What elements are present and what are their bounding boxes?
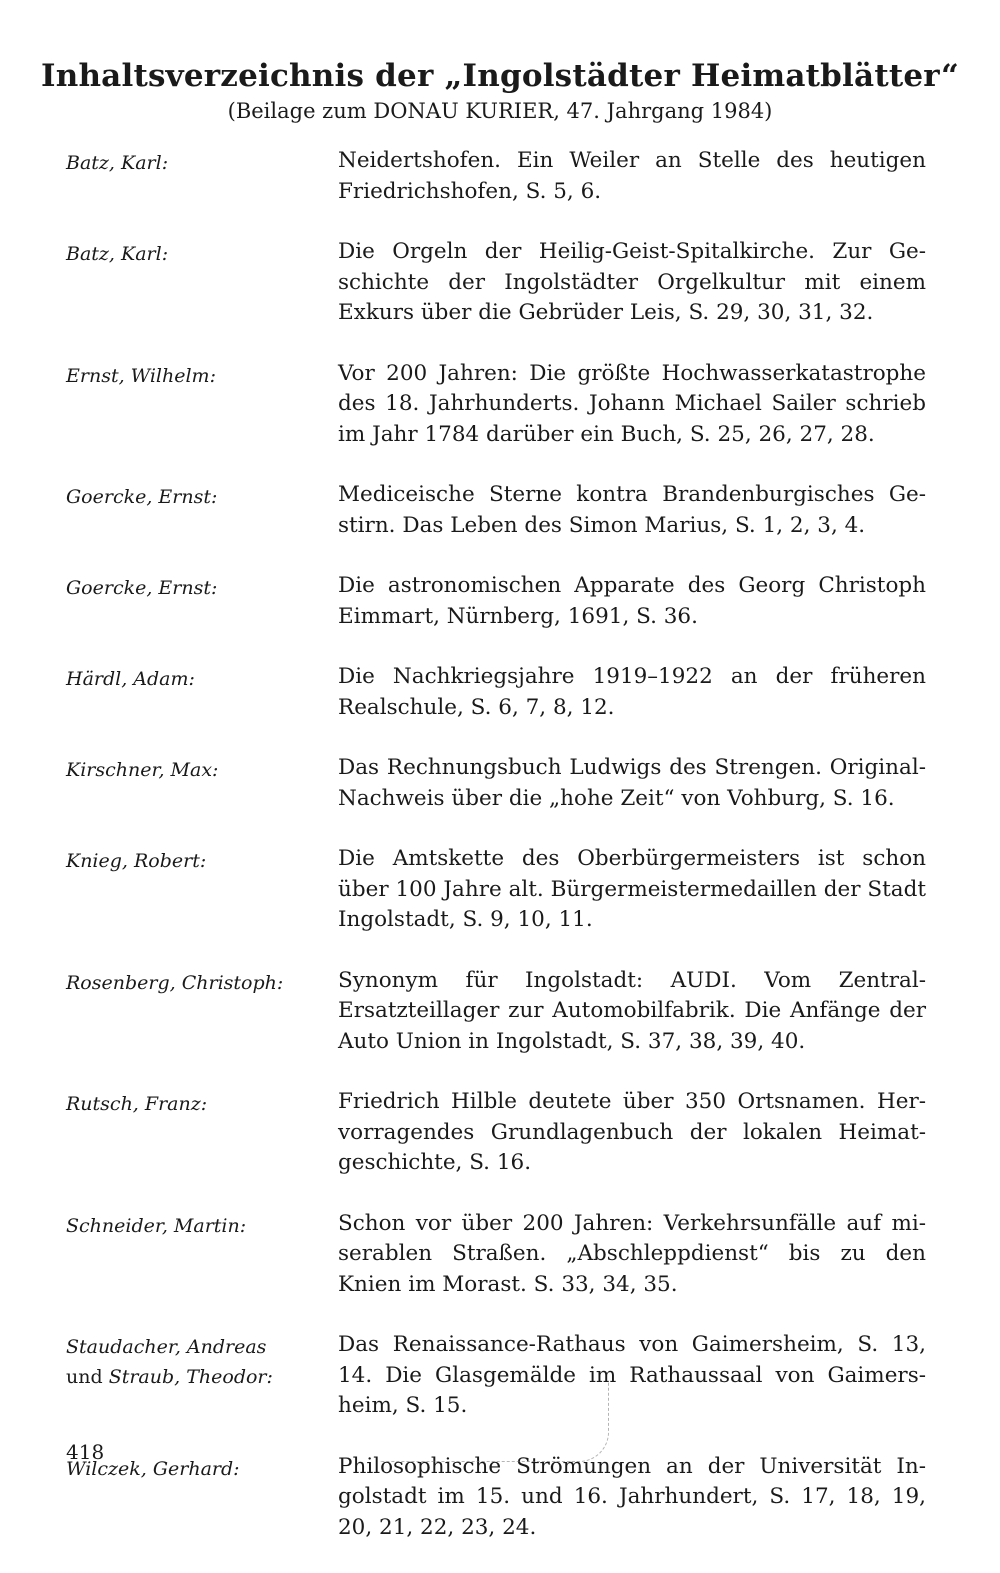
entry-text: Vor 200 Jahren: Die größte Hochwasserkatastrophe des 18. Jahrhunderts. Johann Michael Sailer schrieb im Jahr 1784 darüber ein Buch, S. 25, 26, 27, 28. — [338, 360, 926, 447]
entry-text: Das Rechnungsbuch Ludwigs des Strengen. Original-Nachweis über die „hohe Zeit“ von Vohburg, S. 16. — [338, 755, 926, 811]
page-subtitle: (Beilage zum DONAU KURIER, 47. Jahrgang 1984) — [227, 99, 773, 123]
list-item — [66, 480, 926, 541]
entry-text: Philosophische Strömungen an der Universität Ingolstadt im 15. und 16. Jahrhundert, S. 17, 18, 19, 20, 21, 22, 23, 24. — [338, 1453, 926, 1540]
entry-author: Härdl, Adam: — [66, 668, 195, 690]
entry-author: Batz, Karl: — [66, 243, 169, 265]
list-item — [66, 753, 926, 814]
entry-author: Rutsch, Franz: — [66, 1093, 208, 1115]
list-item — [66, 1209, 926, 1301]
entry-text: Das Renaissance-Rathaus von Gaimersheim, S. 13, 14. Die Glasgemälde im Rathaussaal von Gaimersheim, S. 15. — [338, 1332, 926, 1418]
entry-text: Die Orgeln der Heilig-Geist-Spitalkirche. Zur Geschichte der Ingolstädter Orgelkultur mit einem Exkurs über die Gebrüder Leis, S. 29, 30, 31, 32. — [338, 239, 926, 325]
entry-text: Die Amtskette des Oberbürgermeisters ist schon über 100 Jahre alt. Bürgermeistermedaillen der Stadt Ingolstadt, S. 9, 10, 11. — [338, 846, 926, 932]
list-item — [66, 1452, 926, 1544]
entry-author: Knieg, Robert: — [66, 850, 207, 872]
page-number: 418 — [66, 1440, 105, 1464]
entry-text: Neidertshofen. Ein Weiler an Stelle des heutigen Friedrichshofen, S. 5, 6. — [338, 148, 926, 204]
entry-text: Synonym für Ingolstadt: AUDI. Vom ZentralErsatzteillager zur Automobilfabrik. Die Anfänge der Auto Union in Ingolstadt, S. 37, 38, 39, 40. — [338, 967, 926, 1054]
list-item — [66, 966, 926, 1058]
list-item — [66, 359, 926, 451]
entry-author: Wilczek, Gerhard: — [66, 1457, 240, 1480]
entry-list — [66, 146, 926, 1573]
list-item — [66, 1087, 926, 1179]
entry-text: Die Nachkriegsjahre 1919–1922 an der früheren Realschule, S. 6, 7, 8, 12. — [338, 664, 926, 720]
list-item — [66, 662, 926, 723]
entry-author — [66, 1330, 338, 1422]
entry-author: Schneider, Martin: — [66, 1214, 247, 1237]
entry-author-second-line — [66, 1362, 338, 1392]
list-item — [66, 237, 926, 329]
list-item — [66, 146, 926, 207]
entry-author: Rosenberg, Christoph: — [66, 971, 284, 994]
list-item — [66, 571, 926, 632]
entry-author: Batz, Karl: — [66, 152, 169, 174]
author-joiner: und — [66, 1366, 103, 1388]
entry-author: Ernst, Wilhelm: — [66, 364, 216, 387]
entry-author-second: Straub, Theodor: — [108, 1366, 273, 1388]
list-item — [66, 844, 926, 936]
entry-text: Mediceische Sterne kontra Brandenburgisches Gestirn. Das Leben des Simon Marius, S. 1, 2, 3, 4. — [338, 482, 926, 538]
entry-text: Die astronomischen Apparate des Georg Christoph Eimmart, Nürnberg, 1691, S. 36. — [338, 573, 926, 629]
entry-author: Goercke, Ernst: — [66, 486, 218, 508]
library-stamp-mark — [380, 1381, 609, 1462]
entry-author: Goercke, Ernst: — [66, 577, 218, 599]
entry-author: Kirschner, Max: — [66, 759, 219, 781]
entry-author-first: Staudacher, Andreas — [66, 1336, 267, 1358]
entry-text: Friedrich Hilble deutete über 350 Ortsnamen. Hervorragendes Grundlagenbuch der lokalen Heimatgeschichte, S. 16. — [338, 1089, 926, 1175]
page-title: Inhaltsverzeichnis der „Ingolstädter Heimatblätter“ — [41, 58, 959, 94]
entry-text: Schon vor über 200 Jahren: Verkehrsunfälle auf miserablen Straßen. „Abschleppdienst“ bis zu den Knien im Morast. S. 33, 34, 35. — [338, 1210, 926, 1297]
